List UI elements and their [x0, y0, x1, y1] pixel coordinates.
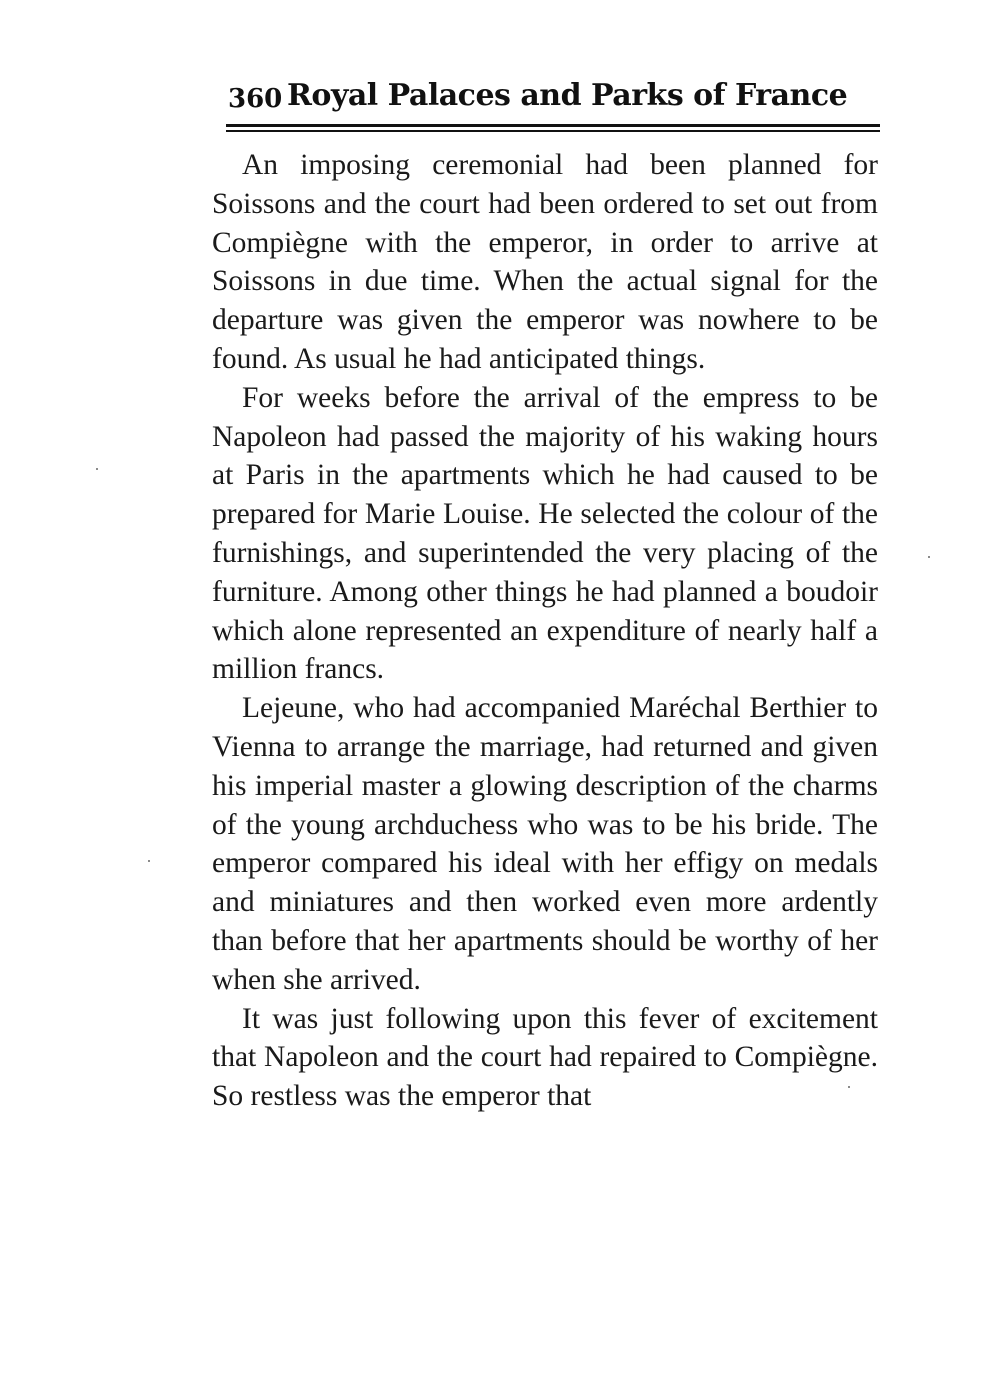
paragraph: It was just following upon this fever of excitement that Napoleon and the court had repaired to Compiègne. So restless was the emperor that — [212, 1002, 878, 1113]
header-rule-thin — [226, 130, 880, 132]
paper-speck — [148, 860, 150, 862]
paper-speck — [848, 1086, 850, 1088]
paragraph: An imposing ceremonial had been planned for Soissons and the court had been ordered to set out from Compiègne with the emperor, in order to arrive at Soissons in due time. When the actual signal for the departure was given the emperor was nowhere to be found. As usual he had anticipated things. — [212, 149, 878, 375]
paper-speck — [928, 556, 930, 558]
paper-speck — [96, 468, 98, 470]
body-text — [212, 146, 878, 1116]
paragraph: For weeks before the arrival of the empress to be Napoleon had passed the majority of his waking hours at Paris in the apartments which he had caused to be prepared for Marie Louise. He selected the colour of the furnishings, and superintended the very placing of the furniture. Among other things he had planned a boudoir which alone represented an expenditure of nearly half a million francs. — [212, 381, 878, 686]
page-header — [228, 78, 878, 122]
running-title: Royal Palaces and Parks of France — [287, 78, 848, 113]
header-rule-thick — [226, 124, 880, 127]
page-number: 360 — [228, 84, 283, 114]
paragraph: Lejeune, who had accompanied Maréchal Berthier to Vienna to arrange the marriage, had returned and given his imperial master a glowing description of the charms of the young archduchess who was to be his bride. The emperor compared his ideal with her effigy on medals and miniatures and then worked even more ardently than before that her apartments should be worthy of her when she arrived. — [212, 692, 878, 996]
